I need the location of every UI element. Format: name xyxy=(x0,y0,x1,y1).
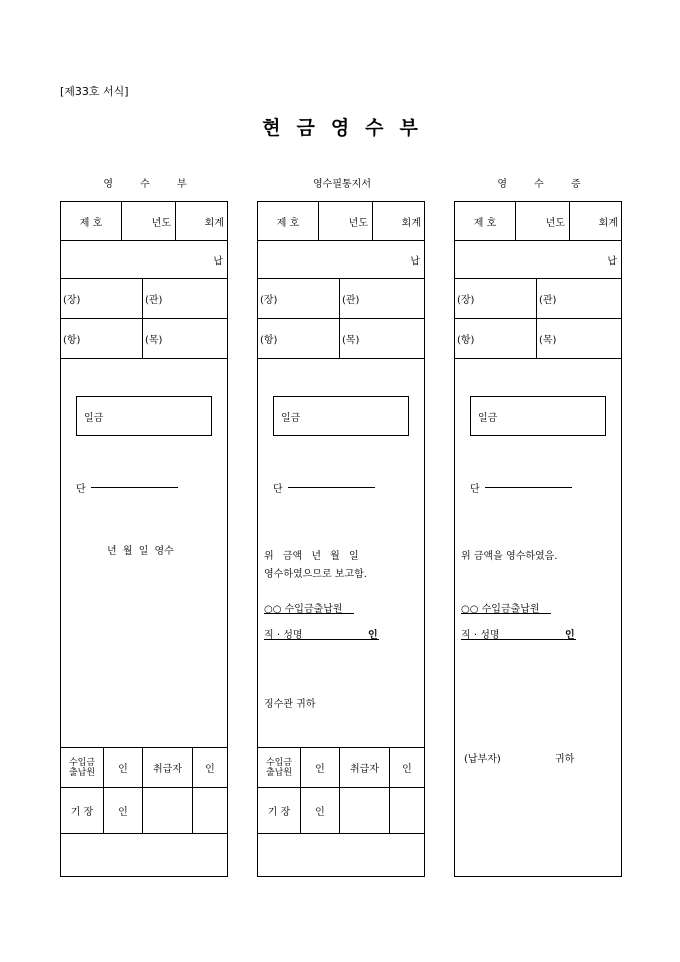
dan-underline xyxy=(288,487,375,488)
dan-label: 단 xyxy=(76,484,86,495)
addressee-label: 징수관 귀하 xyxy=(264,699,316,710)
year-cell: 년도 xyxy=(122,202,176,240)
position-name-label: 직 · 성명 xyxy=(461,630,500,641)
dan-underline xyxy=(485,487,572,488)
payer-suffix: 귀하 xyxy=(555,754,575,765)
no-cell: 제 호 xyxy=(455,202,516,240)
item-cell: (항) xyxy=(61,319,143,358)
header-row xyxy=(258,202,424,241)
position-name-underline xyxy=(264,639,379,640)
column-heading-receipt-book: 영 수 부 xyxy=(103,179,199,190)
empty-cell xyxy=(340,788,390,833)
payment-row xyxy=(61,241,227,279)
empty-cell xyxy=(143,788,193,833)
header-row xyxy=(455,202,621,241)
item-row xyxy=(455,319,621,359)
column-heading-receipt: 영 수 증 xyxy=(497,179,593,190)
report-line-1: 위 금액 년 월 일 xyxy=(264,551,359,562)
subitem-cell: (목) xyxy=(145,335,163,346)
officer-title: ○○ 수입금출납원 xyxy=(264,604,343,615)
account-cell: 회계 xyxy=(401,217,421,229)
seal-cell-2: 인 xyxy=(205,764,215,775)
chapter-row xyxy=(258,279,424,319)
receipt-book-column xyxy=(60,201,228,877)
recorder-cell: 기 장 xyxy=(258,788,301,833)
officer-title-underline xyxy=(461,613,551,614)
item-cell: (항) xyxy=(455,319,537,358)
payer-label: (납부자) xyxy=(464,754,501,765)
item-row xyxy=(61,319,227,359)
item-cell: (항) xyxy=(258,319,340,358)
receipt-statement: 위 금액을 영수하였음. xyxy=(461,551,558,562)
payment-label: 납 xyxy=(213,256,223,267)
seal-cell-3: 인 xyxy=(104,788,143,833)
section-cell: (관) xyxy=(539,295,557,306)
header-row xyxy=(61,202,227,241)
dan-label: 단 xyxy=(273,484,283,495)
payment-label: 납 xyxy=(607,256,617,267)
recorder-cell: 기 장 xyxy=(61,788,104,833)
officer-cell: 수입금 출납원 xyxy=(258,748,301,787)
page-title: 현금영수부 xyxy=(262,117,434,139)
recorder-row xyxy=(258,788,424,834)
chapter-row xyxy=(61,279,227,319)
chapter-cell: (장) xyxy=(455,279,537,318)
position-name-label: 직 · 성명 xyxy=(264,630,303,641)
officer-title-underline xyxy=(264,613,354,614)
receipt-column xyxy=(454,201,622,877)
amount-box: 일금 xyxy=(470,396,606,436)
chapter-row xyxy=(455,279,621,319)
form-number: [제33호 서식] xyxy=(60,85,129,98)
payment-row xyxy=(455,241,621,279)
payment-label: 납 xyxy=(410,256,420,267)
no-cell: 제 호 xyxy=(258,202,319,240)
officer-row xyxy=(258,747,424,788)
no-cell: 제 호 xyxy=(61,202,122,240)
dan-underline xyxy=(91,487,178,488)
recorder-row xyxy=(61,788,227,834)
payment-row xyxy=(258,241,424,279)
seal-cell-1: 인 xyxy=(301,748,340,787)
column-heading-notice: 영수필통지서 xyxy=(313,179,371,190)
dan-label: 단 xyxy=(470,484,480,495)
chapter-cell: (장) xyxy=(258,279,340,318)
account-cell: 회계 xyxy=(598,217,618,229)
report-line-2: 영수하였으므로 보고함. xyxy=(264,569,367,580)
account-cell: 회계 xyxy=(204,217,224,229)
handler-cell: 취급자 xyxy=(340,748,390,787)
year-cell: 년도 xyxy=(516,202,570,240)
position-name-underline xyxy=(461,639,576,640)
seal-cell-2: 인 xyxy=(402,764,412,775)
handler-cell: 취급자 xyxy=(143,748,193,787)
amount-box: 일금 xyxy=(273,396,409,436)
officer-row xyxy=(61,747,227,788)
receipt-date-line: 년 월 일 영수 xyxy=(107,546,174,557)
notice-column xyxy=(257,201,425,877)
seal-cell-3: 인 xyxy=(301,788,340,833)
seal-label: 인 xyxy=(368,630,378,641)
officer-title: ○○ 수입금출납원 xyxy=(461,604,540,615)
seal-label: 인 xyxy=(565,630,575,641)
section-cell: (관) xyxy=(342,295,360,306)
seal-cell-1: 인 xyxy=(104,748,143,787)
amount-box: 일금 xyxy=(76,396,212,436)
subitem-cell: (목) xyxy=(539,335,557,346)
item-row xyxy=(258,319,424,359)
subitem-cell: (목) xyxy=(342,335,360,346)
year-cell: 년도 xyxy=(319,202,373,240)
officer-cell: 수입금 출납원 xyxy=(61,748,104,787)
chapter-cell: (장) xyxy=(61,279,143,318)
section-cell: (관) xyxy=(145,295,163,306)
